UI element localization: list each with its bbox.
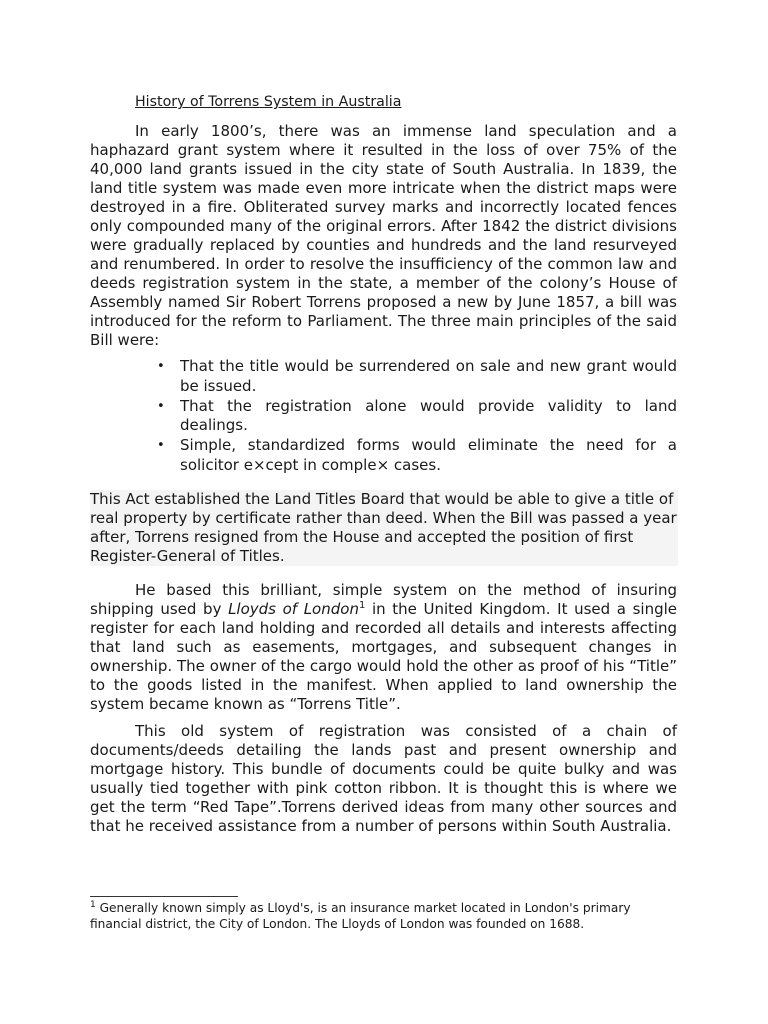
list-item-text: That the registration alone would provide validity to land dealings. <box>180 396 677 435</box>
list-item-text: Simple, standardized forms would eliminate the need for a solicitor e×cept in comple× cases. <box>180 436 677 474</box>
paragraph-early-history: In early 1800’s, there was an immense land speculation and a haphazard grant system where it resulted in the loss of over 75% of the 40,000 land grants issued in the city state of South Australia. In 1839, the land title system was made even more intricate when the district maps were destroyed in a fire. Obliterated survey marks and incorrectly located fences only compounded many of the original errors. After 1842 the district divisions were gradually replaced by counties and hundreds and the land resurveyed and renumbered. In order to resolve the insufficiency of the common law and deeds registration system in the state, a member of the colony’s House of Assembly named Sir Robert Torrens proposed a new by June 1857, a bill was introduced for the reform to Parliament. The three main principles of the said Bill were: <box>90 122 677 349</box>
paragraph-text: He based this brilliant, simple system on the method of insuring shipping used by <box>90 581 677 618</box>
footnote <box>90 900 650 932</box>
list-item <box>155 397 677 437</box>
bullet-icon: • <box>157 398 165 414</box>
list-item <box>155 436 677 476</box>
footnote-text: Generally known simply as Lloyd's, is an insurance market located in London's primary financial district, the City of London. The Lloyds of London was founded on 1688. <box>90 901 631 931</box>
bullet-icon: • <box>157 438 165 454</box>
list-item <box>155 357 677 397</box>
list-item-text: That the title would be surrendered on sale and new grant would be issued. <box>180 357 677 395</box>
paragraph-land-titles-act: This Act established the Land Titles Board that would be able to give a title of real property by certificate rather than deed. When the Bill was passed a year after, Torrens resigned from the House and accepted the position of first Register-General of Titles. <box>90 490 677 565</box>
footnote-separator <box>90 896 238 897</box>
paragraph-red-tape: This old system of registration was consisted of a chain of documents/deeds detailing the lands past and present ownership and mortgage history. This bundle of documents could be quite bulky and was usually tied together with pink cotton ribbon. It is thought this is where we get the term “Red Tape”.Torrens derived ideas from many other sources and that he received assistance from a number of persons within South Australia. <box>90 722 677 835</box>
lloyds-of-london-italic: Lloyds of London <box>228 600 359 618</box>
footnote-reference: 1 <box>358 600 366 611</box>
paragraph-text: in the United Kingdom. It used a single register for each land holding and recorded all details and interests affecting that land such as easements, mortgages, and subsequent changes in ownership. The owner of the cargo would hold the other as proof of his “Title” to the goods listed in the manifest. When applied to land ownership the system became known as “Torrens Title”. <box>90 600 677 713</box>
paragraph-lloyds-basis <box>90 581 677 714</box>
bill-principles-list <box>155 357 677 476</box>
document-title: History of Torrens System in Australia <box>135 94 402 110</box>
bullet-icon: • <box>157 359 165 374</box>
footnote-marker: 1 <box>90 899 96 910</box>
